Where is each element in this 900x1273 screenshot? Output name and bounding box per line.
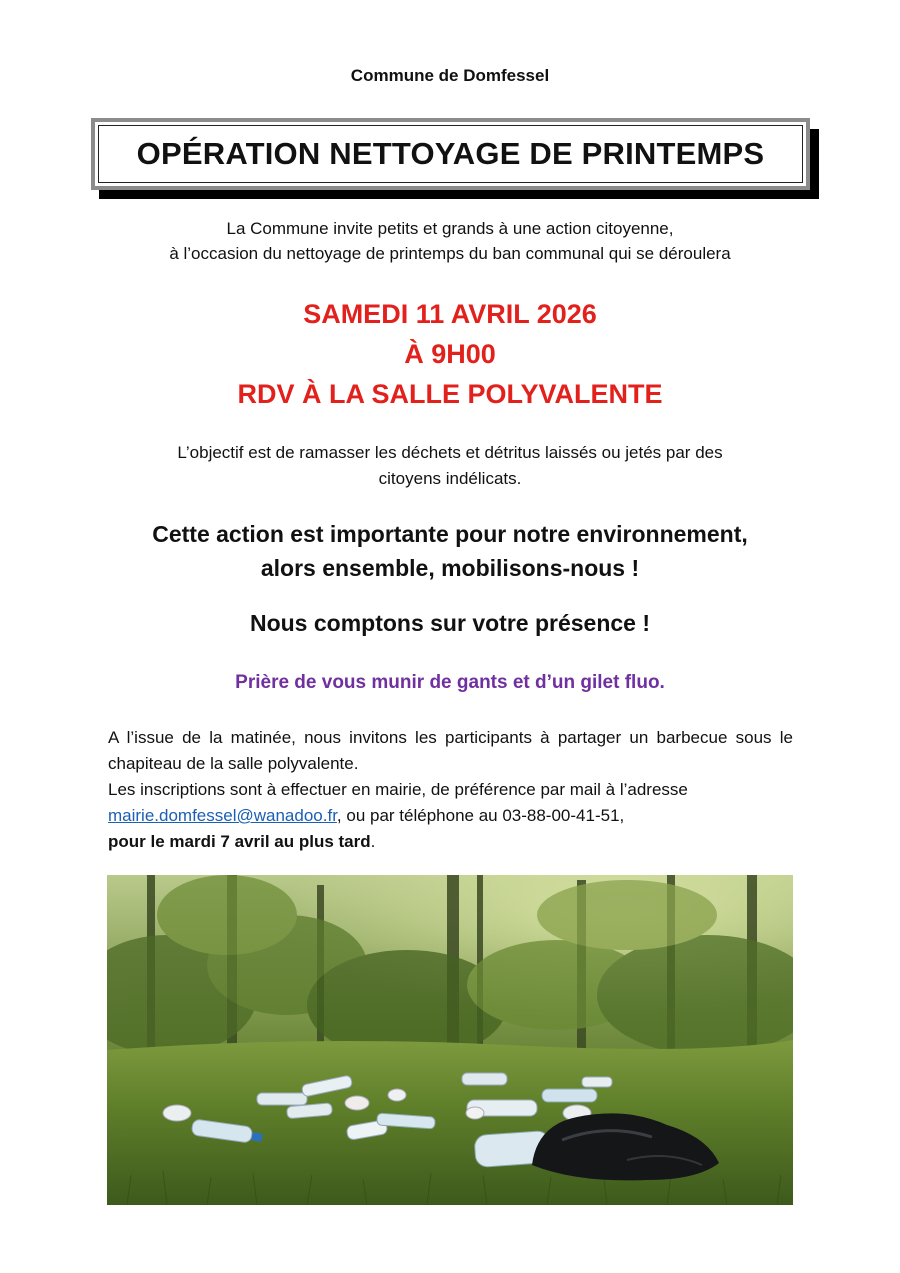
action-line-1: Cette action est importante pour notre environnement, [152, 521, 748, 547]
email-link[interactable]: mairie.domfessel@wanadoo.fr [108, 806, 337, 825]
commune-header: Commune de Domfessel [350, 66, 550, 85]
registration-intro: Les inscriptions sont à effectuer en mairie, de préférence par mail à l’adresse [108, 780, 688, 799]
objective-line-1: L’objectif est de ramasser les déchets et détritus laissés ou jetés par des [177, 443, 723, 462]
objective-line-2: citoyens indélicats. [378, 469, 522, 488]
intro-text [0, 216, 900, 266]
barbecue-text: A l’issue de la matinée, nous invitons les participants à partager un barbecue sous le chapiteau de la salle polyvalente. [108, 728, 793, 773]
page-title: OPÉRATION NETTOYAGE DE PRINTEMPS [136, 136, 765, 171]
event-time: À 9H00 [404, 339, 496, 369]
gloves-notice: Prière de vous munir de gants et d’un gilet fluo. [235, 672, 665, 693]
info-paragraph [108, 725, 793, 855]
deadline-end: . [370, 832, 376, 851]
forest-litter-illustration [107, 875, 793, 1205]
presence-text: Nous comptons sur votre présence ! [249, 610, 651, 636]
deadline-text: pour le mardi 7 avril au plus tard [108, 832, 371, 851]
event-place: RDV À LA SALLE POLYVALENTE [237, 379, 663, 409]
registration-text [108, 777, 793, 855]
phone-text: , ou par téléphone au 03-88-00-41-51, [336, 806, 625, 825]
event-details [0, 294, 900, 414]
litter-photo [107, 875, 793, 1205]
title-box [91, 118, 810, 190]
objective-text [0, 440, 900, 492]
intro-line-1: La Commune invite petits et grands à une action citoyenne, [226, 219, 674, 238]
action-line-2: alors ensemble, mobilisons-nous ! [260, 555, 640, 581]
action-text [0, 517, 900, 585]
event-date: SAMEDI 11 AVRIL 2026 [303, 299, 597, 329]
intro-line-2: à l’occasion du nettoyage de printemps du ban communal qui se déroulera [169, 244, 731, 263]
